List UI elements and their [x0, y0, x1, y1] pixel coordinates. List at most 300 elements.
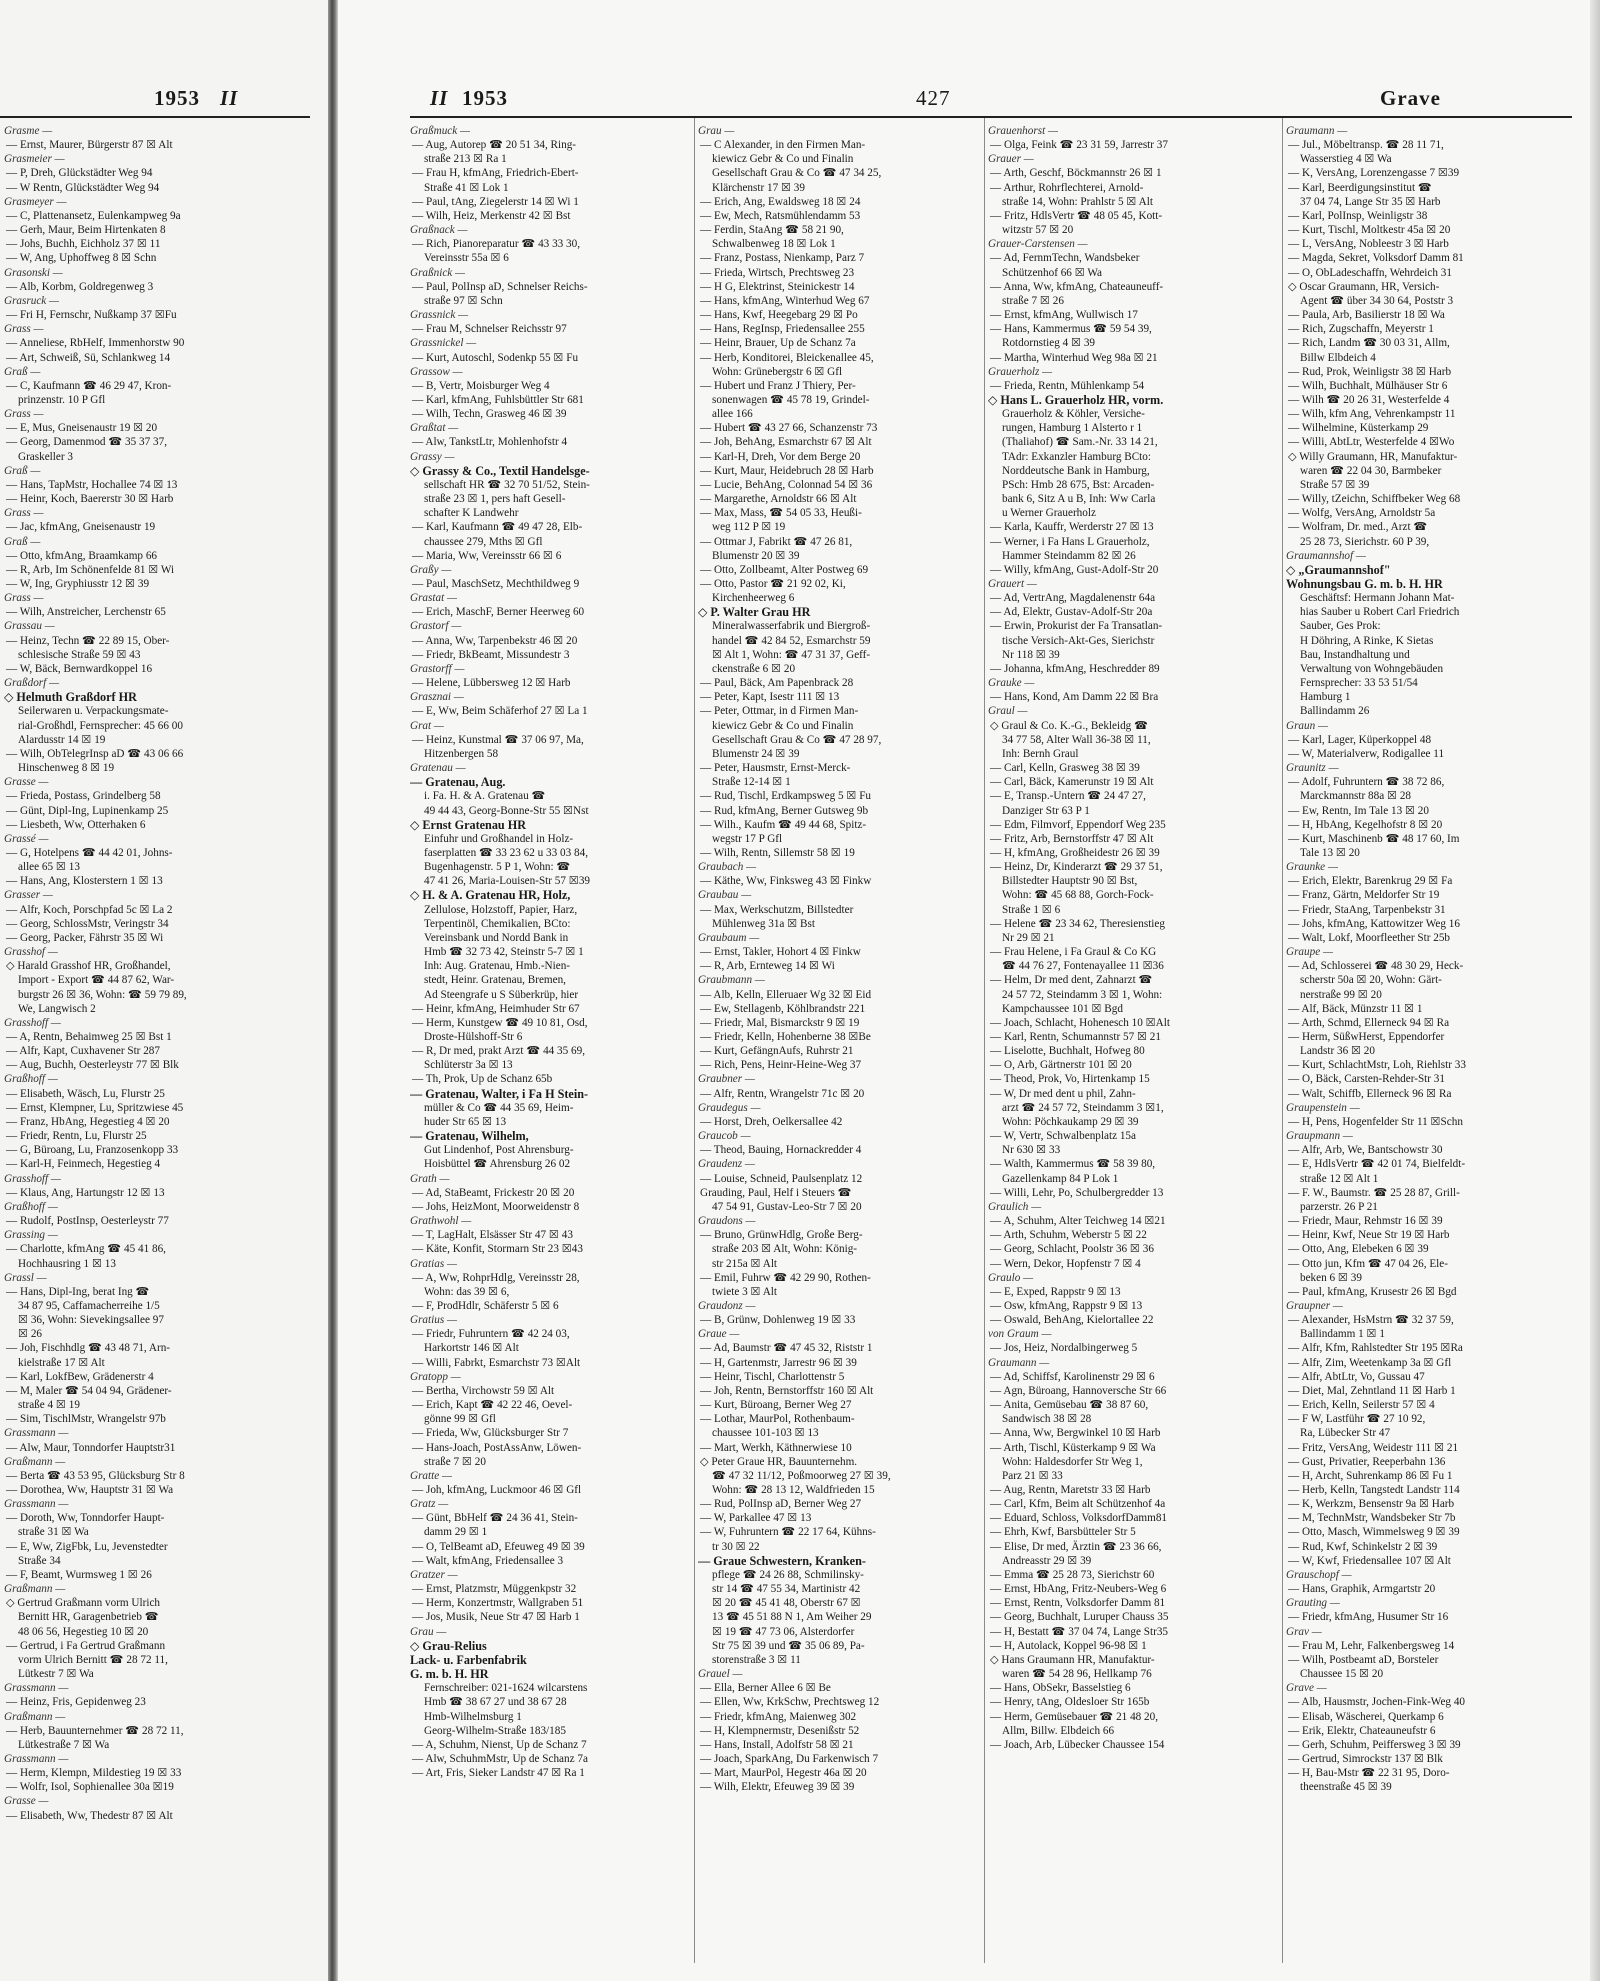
directory-line: Schützenhof 66 ☒ Wa [1002, 266, 1102, 279]
directory-line: — Kurt, Maur, Heidebruch 28 ☒ Harb [700, 464, 874, 477]
directory-line: ◇ Peter Graue HR, Bauunternehm. [700, 1455, 858, 1468]
surname-heading: Grauke — [988, 677, 1035, 690]
directory-line: — Wilh, Anstreicher, Lerchenstr 65 [6, 606, 166, 619]
directory-line: huder Str 65 ☒ 13 [424, 1115, 507, 1128]
directory-line: — Ottmar J, Fabrikt ☎ 47 26 81, [700, 535, 853, 548]
directory-line: — Karl, PolInsp, Weinligstr 38 [1288, 209, 1428, 222]
directory-line: — Ew, Stellagenb, Köhlbrandstr 221 [700, 1002, 866, 1015]
directory-line: ☎ 47 32 11/12, Poßmoorweg 27 ☒ 39, [712, 1469, 891, 1482]
directory-line: — Hans, Kwf, Heegebarg 29 ☒ Po [700, 309, 858, 322]
directory-line: — Hans, ObSekr, Basselstieg 6 [990, 1682, 1131, 1695]
directory-line: ◇ Willy Graumann, HR, Manufaktur- [1288, 450, 1458, 463]
directory-line: PSch: Hmb 28 675, Bst: Arcaden- [1002, 478, 1155, 491]
directory-line: Gazellenkamp 84 P Lok 1 [1002, 1172, 1119, 1185]
firm-entry: ◇ Hans L. Grauerholz HR, vorm. [988, 392, 1164, 407]
directory-line: schlesische Straße 59 ☒ 43 [18, 648, 141, 661]
directory-line: Inh: Bernh Graul [1002, 747, 1079, 760]
directory-line: — Emil, Fuhrw ☎ 42 29 90, Rothen- [700, 1271, 871, 1284]
directory-line: — Ernst, HbAng, Fritz-Neubers-Weg 6 [990, 1583, 1167, 1596]
directory-line: Wasserstieg 4 ☒ Wa [1300, 153, 1392, 166]
directory-line: — Elisab, Wäscherei, Querkamp 6 [1288, 1710, 1444, 1723]
directory-line: Zellulose, Holzstoff, Papier, Harz, [424, 903, 578, 916]
directory-line: — Herb, Bauunternehmer ☎ 28 72 11, [6, 1724, 184, 1737]
directory-line: — Erich, Elektr, Barenkrug 29 ☒ Fa [1288, 875, 1453, 888]
directory-line: — Alfr, Kapt, Cuxhavener Str 287 [6, 1045, 160, 1058]
directory-line: Grauerholz & Köhler, Versiche- [1002, 408, 1145, 421]
directory-line: Kirchenheerweg 6 [712, 592, 795, 605]
directory-line: Str 75 ☒ 39 und ☎ 35 06 89, Pa- [712, 1639, 865, 1652]
directory-line: — W, Kwf, Friedensallee 107 ☒ Alt [1288, 1554, 1451, 1567]
surname-heading: Graudenz — [698, 1158, 755, 1171]
directory-line: — Heinr, Kwf, Neue Str 19 ☒ Harb [1288, 1229, 1450, 1242]
surname-heading: Graunitz — [1286, 762, 1339, 775]
directory-line: — Otto, Ang, Elebeken 6 ☒ 39 [1288, 1243, 1429, 1256]
directory-line: — W, Ing, Gryphiusstr 12 ☒ 39 [6, 578, 150, 590]
directory-line: Inh: Aug. Gratenau, Hmb.-Nien- [424, 960, 571, 973]
directory-line: — Friedr, Fuhruntern ☎ 42 24 03, [412, 1328, 570, 1341]
directory-line: — Karl, Lager, Küperkoppel 48 [1288, 733, 1432, 746]
directory-line: ☒ 19 ☎ 47 73 06, Alsterdorfer [712, 1625, 855, 1638]
directory-line: — Wilh., Kaufm ☎ 49 44 68, Spitz- [700, 818, 867, 831]
directory-line: — Kurt, Maschinenb ☎ 48 17 60, Im [1288, 832, 1460, 845]
surname-heading: Gratzer — [410, 1568, 458, 1581]
directory-line: — Hans, Dipl-Ing, berat Ing ☎ [6, 1285, 150, 1298]
directory-line: — Günt, Dipl-Ing, Lupinenkamp 25 [6, 804, 169, 817]
surname-heading: Graubau — [698, 889, 752, 902]
surname-heading: Graupenstein — [1286, 1101, 1360, 1114]
directory-line: — Oswald, BehAng, Kielortallee 22 [990, 1314, 1154, 1327]
directory-line: — Bertha, Virchowstr 59 ☒ Alt [412, 1384, 555, 1397]
directory-line: Mühlenweg 31a ☒ Bst [712, 917, 815, 930]
directory-line: — Günt, BbHelf ☎ 24 36 41, Stein- [412, 1512, 578, 1525]
directory-line: chaussee 279, Mths ☒ Gfl [424, 535, 543, 548]
directory-line: — Heinz, Dr, Kinderarzt ☎ 29 37 51, [990, 861, 1163, 874]
directory-line: Agent ☎ über 34 30 64, Poststr 3 [1300, 294, 1454, 307]
directory-line: — F, Beamt, Wurmsweg 1 ☒ 26 [6, 1568, 152, 1581]
directory-line: — Arth, Geschf, Böckmannstr 26 ☒ 1 [990, 167, 1162, 180]
directory-line: — Peter, Kapt, Isestr 111 ☒ 13 [700, 691, 840, 704]
directory-line: 37 04 74, Lange Str 35 ☒ Harb [1300, 195, 1441, 208]
directory-line: — Hans, Kammermus ☎ 59 54 39, [990, 323, 1152, 336]
firm-entry: ◇ „Graumannshof" [1286, 562, 1391, 577]
directory-line: — Georg, Damenmod ☎ 35 37 37, [6, 436, 168, 449]
directory-line: storenstraße 3 ☒ 11 [712, 1653, 801, 1666]
surname-heading: Grassnick — [410, 309, 469, 322]
firm-entry: ◇ Grau-Relius [410, 1638, 487, 1653]
directory-line: — Ernst, Maurer, Bürgerstr 87 ☒ Alt [6, 139, 173, 152]
directory-line: — Osw, kfmAng, Rappstr 9 ☒ 13 [990, 1299, 1143, 1312]
right-column-4 [1286, 124, 1576, 1794]
directory-line: straße 97 ☒ Schn [424, 294, 503, 307]
surname-heading: Grass — [4, 408, 44, 421]
directory-line: — H, Archt, Suhrenkamp 86 ☒ Fu 1 [1288, 1469, 1453, 1482]
directory-line: — Heinz, Kunstmal ☎ 37 06 97, Ma, [412, 733, 584, 746]
surname-heading: Grauel — [698, 1668, 743, 1681]
directory-line: — H, HbAng, Kegelhofstr 8 ☒ 20 [1288, 818, 1443, 831]
directory-line: — Georg, Schlacht, Poolstr 36 ☒ 36 [990, 1243, 1154, 1256]
directory-line: prinzenstr. 10 P Gfl [18, 393, 106, 406]
directory-line: — B, Vertr, Moisburger Weg 4 [412, 379, 550, 392]
directory-line: — P, Dreh, Glückstädter Weg 94 [6, 167, 153, 180]
directory-line: — Friedr, Kelln, Hohenberne 38 ☒Be [700, 1031, 871, 1043]
firm-entry: — Graue Schwestern, Kranken- [698, 1553, 866, 1568]
directory-line: — Fritz, Arb, Bernstorffstr 47 ☒ Alt [990, 832, 1154, 845]
directory-line: allee 166 [712, 408, 753, 421]
directory-line: — Joh, Fischhdlg ☎ 43 48 71, Arn- [6, 1342, 171, 1355]
directory-line: — Jul., Möbeltransp. ☎ 28 11 71, [1288, 139, 1444, 152]
directory-line: — Erich, Kapt ☎ 42 22 46, Oevel- [412, 1399, 573, 1412]
surname-heading: Grassau — [4, 620, 55, 633]
directory-line: — Friedr, Rentn, Lu, Flurstr 25 [6, 1130, 147, 1143]
surname-heading: Graß — [4, 535, 41, 548]
directory-line: bank 6, Sitz A u B, Inh: Ww Carla [1002, 493, 1156, 506]
directory-line: — O, Bäck, Carsten-Rehder-Str 31 [1288, 1073, 1445, 1086]
directory-line: Ballindamm 26 [1300, 705, 1370, 718]
directory-line: — Alb, Kelln, Elleruaer Wg 32 ☒ Eid [700, 988, 872, 1001]
directory-line: — Rich, Pens, Heinr-Heine-Weg 37 [700, 1059, 862, 1072]
directory-line: faserplatten ☎ 33 23 62 u 33 03 84, [424, 846, 589, 859]
surname-heading: Grastat — [410, 592, 457, 605]
directory-line: Lütkestr 7 ☒ Wa [18, 1668, 94, 1681]
directory-line: Ad Steengrafe u S Süberkrüp, hier [424, 988, 579, 1001]
directory-line: Rotdornstieg 4 ☒ 39 [1002, 337, 1096, 350]
directory-line: hias Sauber u Robert Carl Friedrich [1300, 606, 1460, 619]
directory-line: — Walt, Schiffb, Ellerneck 96 ☒ Ra [1288, 1087, 1452, 1100]
directory-line: — Hans, RegInsp, Friedensallee 255 [700, 323, 865, 336]
directory-line: — Agn, Büroang, Hannoversche Str 66 [990, 1384, 1167, 1397]
directory-line: — W, Fuhruntern ☎ 22 17 64, Kühns- [700, 1526, 876, 1539]
directory-line: 25 28 73, Sierichstr. 60 P 39, [1300, 535, 1430, 548]
column-divider [694, 118, 695, 1963]
surname-heading: Graumann — [988, 1356, 1050, 1369]
directory-line: — H, Pens, Hogenfelder Str 11 ☒Schn [1288, 1115, 1463, 1128]
directory-line: — Frieda, Ww, Glücksburger Str 7 [412, 1427, 569, 1440]
directory-line: — Wilh, Elektr, Efeuweg 39 ☒ 39 [700, 1781, 855, 1794]
surname-heading: Grauer — [988, 153, 1034, 166]
surname-heading: von Graum — [988, 1328, 1052, 1341]
directory-line: — Magda, Sekret, Volksdorf Damm 81 [1288, 252, 1464, 265]
directory-line: tische Versich-Akt-Ges, Sierichstr [1002, 634, 1155, 647]
directory-line: tr 30 ☒ 22 [712, 1540, 760, 1553]
surname-heading: Gratias — [410, 1257, 457, 1270]
right-page [338, 0, 1600, 1981]
directory-line: — Herm, Klempn, Mildestieg 19 ☒ 33 [6, 1767, 182, 1780]
surname-heading: Graubaum — [698, 931, 760, 944]
directory-line: — Georg, Packer, Fährstr 35 ☒ Wi [6, 931, 164, 944]
directory-line: H Döhring, A Rinke, K Sietas [1300, 634, 1434, 647]
directory-line: — Anna, Ww, Tarpenbekstr 46 ☒ 20 [412, 634, 578, 647]
directory-line: Bau, Instandhaltung und [1300, 648, 1410, 661]
surname-heading: Graubmann — [698, 974, 765, 987]
directory-line: — H, Bau-Mstr ☎ 22 31 95, Doro- [1288, 1767, 1450, 1780]
surname-heading: Grassy — [410, 450, 455, 463]
directory-line: — Hubert und Franz J Thiery, Per- [700, 379, 856, 392]
directory-line: — Aug, Buchh, Oesterleystr 77 ☒ Blk [6, 1059, 179, 1072]
directory-line: Wohn: Grünebergstr 6 ☒ Gfl [712, 365, 843, 378]
right-header-rule [410, 116, 1572, 118]
directory-line: — E, Exped, Rappstr 9 ☒ 13 [990, 1285, 1121, 1298]
directory-line: — Ad, StaBeamt, Frickestr 20 ☒ 20 [412, 1186, 575, 1199]
directory-line: Hinschenweg 8 ☒ 19 [18, 762, 115, 775]
directory-line: — Alfr, Arb, We, Bantschowstr 30 [1288, 1144, 1443, 1157]
directory-line: — Helm, Dr med dent, Zahnarzt ☎ [990, 974, 1153, 987]
directory-line: — Erich, Kelln, Seilerstr 57 ☒ 4 [1288, 1399, 1435, 1412]
directory-line: — Paul, kfmAng, Krusestr 26 ☒ Bgd [1288, 1285, 1457, 1298]
directory-line: 47 54 91, Gustav-Leo-Str 7 ☒ 20 [712, 1200, 862, 1213]
directory-line: Tale 13 ☒ 20 [1300, 846, 1360, 859]
surname-heading: Grasshoff — [4, 1172, 61, 1185]
directory-line: — Peter, Ottmar, in d Firmen Man- [700, 705, 859, 718]
directory-line: handel ☎ 42 84 52, Esmarchstr 59 [712, 634, 871, 647]
directory-line: — E, Mus, Gneisenaustr 19 ☒ 20 [6, 422, 158, 435]
directory-line: — Otto, kfmAng, Braamkamp 66 [6, 549, 158, 562]
directory-line: — Ernst, Rentn, Volksdorfer Damm 81 [990, 1597, 1166, 1610]
directory-line: Billw Elbdeich 4 [1300, 351, 1376, 364]
directory-line: Terpentinöl, Chemikalien, BCto: [424, 917, 571, 930]
directory-line: — Wilh, Techn, Grasweg 46 ☒ 39 [412, 408, 567, 421]
directory-line: — Kurt, SchlachtMstr, Loh, Riehlstr 33 [1288, 1059, 1466, 1072]
surname-heading: Grassmann — [4, 1498, 69, 1511]
directory-line: — Rud, Prok, Weinligstr 38 ☒ Harb [1288, 365, 1452, 378]
directory-line: Alardusstr 14 ☒ 19 [18, 733, 106, 746]
directory-line: — Wilh, Rentn, Sillemstr 58 ☒ 19 [700, 846, 855, 859]
directory-line: — Herb, Konditorei, Bleickenallee 45, [700, 351, 874, 364]
directory-line: — Bruno, GrünwHdlg, Große Berg- [700, 1229, 863, 1242]
surname-heading: Graumann — [1286, 125, 1348, 137]
directory-line: — Erich, MaschF, Berner Heerweg 60 [412, 606, 585, 619]
directory-line: 34 77 58, Alter Wall 36-38 ☒ 11, [1002, 733, 1151, 746]
directory-line: — Hans, kfmAng, Winterhud Weg 67 [700, 294, 870, 307]
directory-line: — Fritz, VersAng, Weidestr 111 ☒ 21 [1288, 1441, 1459, 1454]
directory-line: Bernitt HR, Garagenbetrieb ☎ [18, 1611, 159, 1624]
directory-line: — Elise, Dr med, Ärztin ☎ 23 36 66, [990, 1540, 1162, 1553]
directory-line: Ballindamm 1 ☒ 1 [1300, 1328, 1385, 1341]
directory-line: — W, Parkallee 47 ☒ 13 [700, 1512, 812, 1525]
directory-line: — Alfr, AbtLtr, Vo, Gussau 47 [1288, 1370, 1425, 1383]
directory-line: theenstraße 45 ☒ 39 [1300, 1781, 1392, 1794]
directory-line: ◇ Oscar Graumann, HR, Versich- [1288, 280, 1440, 293]
directory-line: — Ad, Elektr, Gustav-Adolf-Str 20a [990, 606, 1153, 619]
directory-line: — F. W., Baumstr. ☎ 25 28 87, Grill- [1288, 1186, 1460, 1199]
right-column-3 [988, 124, 1276, 1752]
directory-line: Lütkestraße 7 ☒ Wa [18, 1738, 110, 1751]
directory-line: chaussee 101-103 ☒ 13 [712, 1427, 819, 1440]
surname-heading: Grauenhorst — [988, 125, 1058, 137]
directory-line: Andreasstr 29 ☒ 39 [1002, 1554, 1092, 1567]
directory-line: — Erik, Elektr, Chateauneufstr 6 [1288, 1724, 1436, 1737]
directory-line: — Willy, tZeichn, Schiffbeker Weg 68 [1288, 493, 1461, 506]
surname-heading: Graupe — [1286, 946, 1333, 959]
right-column-2 [698, 124, 978, 1794]
directory-line: Kampchaussee 101 ☒ Bgd [1002, 1002, 1123, 1015]
directory-line: — Alfr, Zim, Weetenkamp 3a ☒ Gfl [1288, 1356, 1452, 1369]
directory-line: — Klaus, Ang, Hartungstr 12 ☒ 13 [6, 1186, 165, 1199]
directory-line: — Friedr, Maur, Rehmstr 16 ☒ 39 [1288, 1215, 1443, 1228]
directory-line: Gesellschaft Grau & Co ☎ 47 28 97, [712, 733, 882, 746]
surname-heading: Grastorff — [410, 662, 465, 675]
directory-line: — Rich, Zugschaffn, Meyerstr 1 [1288, 323, 1434, 336]
directory-line: Marckmannstr 88a ☒ 28 [1300, 790, 1412, 803]
directory-line: — Erwin, Prokurist der Fa Transatlan- [990, 620, 1163, 633]
directory-line: — Diet, Mal, Zehntland 11 ☒ Harb 1 [1288, 1384, 1456, 1397]
directory-line: parzerstr. 26 P 21 [1300, 1200, 1378, 1213]
directory-line: Straße 57 ☒ 39 [1300, 478, 1370, 491]
directory-line: Hamburg 1 [1300, 691, 1351, 704]
directory-line: — Georg, SchlossMstr, Veringstr 34 [6, 917, 169, 930]
surname-heading: Graudegus — [698, 1101, 761, 1114]
directory-line: — Ad, Schiffsf, Karolinenstr 29 ☒ 6 [990, 1370, 1155, 1383]
directory-line: — Th, Prok, Up de Schanz 65b [412, 1073, 553, 1086]
directory-line: — Mart, MaurPol, Hegestr 46a ☒ 20 [700, 1767, 867, 1780]
directory-line: ckenstraße 6 ☒ 20 [712, 662, 796, 675]
directory-line: — Lucie, BehAng, Colonnad 54 ☒ 36 [700, 478, 873, 491]
directory-line: — Aug, Autorep ☎ 20 51 34, Ring- [412, 139, 577, 152]
directory-line: ◇ Harald Grasshof HR, Großhandel, [6, 960, 171, 973]
directory-line: kielstraße 17 ☒ Alt [18, 1356, 105, 1369]
directory-line: — Jos, Musik, Neue Str 47 ☒ Harb 1 [412, 1611, 580, 1624]
directory-line: str 14 ☎ 47 55 34, Martinistr 42 [712, 1583, 861, 1596]
directory-line: — Wilh, ObTelegrInsp aD ☎ 43 06 66 [6, 747, 184, 760]
directory-line: — Johs, kfmAng, Kattowitzer Weg 16 [1288, 917, 1460, 930]
directory-line: — H, Gartenmstr, Jarrestr 96 ☒ 39 [700, 1356, 857, 1369]
book-spine [328, 0, 338, 1981]
directory-line: — Carl, Kelln, Grasweg 38 ☒ 39 [990, 762, 1140, 775]
directory-line: Billstedter Hauptstr 90 ☒ Bst, [1002, 875, 1138, 888]
directory-line: — Anna, Ww, kfmAng, Chateauneuff- [990, 280, 1164, 293]
directory-line: — Alfr, Koch, Porschpfad 5c ☒ La 2 [6, 903, 173, 916]
directory-line: ◇ Gertrud Graßmann vorm Ulrich [6, 1597, 160, 1610]
directory-line: — Frau M, Schnelser Reichsstr 97 [412, 323, 567, 336]
directory-line: ☎ 44 76 27, Fontenayallee 11 ☒36 [1002, 960, 1164, 973]
left-header-year: 1953 [154, 86, 200, 110]
surname-heading: Graßmann — [4, 1710, 66, 1723]
directory-line: — Joach, Schlacht, Hohenesch 10 ☒Alt [990, 1016, 1170, 1029]
directory-line: — W, Materialverw, Rodigallee 11 [1288, 747, 1445, 760]
surname-heading: Grat — [410, 719, 444, 732]
directory-line: Import - Export ☎ 44 87 62, War- [18, 974, 175, 987]
directory-line: Wohn: ☎ 45 68 88, Gorch-Fock- [1002, 889, 1154, 902]
directory-line: — Henry, tAng, Oldesloer Str 165b [990, 1696, 1150, 1709]
directory-line: twiete 3 ☒ Alt [712, 1285, 778, 1298]
surname-heading: Grasshoff — [4, 1016, 61, 1029]
directory-line: Landstr 36 ☒ 20 [1300, 1045, 1375, 1058]
directory-line: 34 87 95, Caffamacherreihe 1/5 [18, 1299, 160, 1312]
directory-line: — Art, Schweiß, Sü, Schlankweg 14 [6, 351, 171, 364]
directory-line: — Walt, kfmAng, Friedensallee 3 [412, 1554, 564, 1567]
directory-line: — Heinr, kfmAng, Heimhuder Str 67 [412, 1002, 580, 1015]
directory-line: — Frieda, Postass, Grindelberg 58 [6, 790, 161, 803]
directory-line: — Helene, Lübbersweg 12 ☒ Harb [412, 677, 571, 690]
surname-heading: Graß — [4, 464, 41, 477]
directory-line: — Gust, Privatier, Reeperbahn 136 [1288, 1455, 1446, 1468]
surname-heading: Grassing — [4, 1229, 58, 1242]
directory-line: — H G, Elektrinst, Steinickestr 14 [700, 280, 855, 293]
surname-heading: Graucob — [698, 1130, 751, 1143]
directory-line: — Charlotte, kfmAng ☎ 45 41 86, [6, 1243, 166, 1256]
directory-line: kiewicz Gebr & Co und Finalin [712, 719, 854, 732]
surname-heading: Graupmann — [1286, 1130, 1353, 1143]
directory-line: — Joach, Arb, Lübecker Chaussee 154 [990, 1738, 1165, 1751]
directory-line: 13 ☎ 45 51 88 N 1, Am Weiher 29 [712, 1611, 872, 1624]
directory-line: — O, TelBeamt aD, Efeuweg 49 ☒ 39 [412, 1540, 585, 1553]
directory-line: — Ad, FernmTechn, Wandsbeker [990, 252, 1140, 265]
directory-line: beken 6 ☒ 39 [1300, 1271, 1362, 1284]
directory-line: Mineralwasserfabrik und Biergroß- [712, 620, 871, 633]
surname-heading: Grauert — [988, 578, 1037, 590]
directory-line: Chaussee 15 ☒ 20 [1300, 1668, 1384, 1681]
directory-line: Schlüterstr 3a ☒ 13 [424, 1059, 513, 1072]
directory-line: — Kurt, Büroang, Berner Weg 27 [700, 1399, 852, 1412]
directory-line: — Friedr, Mal, Bismarckstr 9 ☒ 19 [700, 1016, 860, 1029]
directory-line: — C, Kaufmann ☎ 46 29 47, Kron- [6, 379, 172, 392]
directory-line: — Franz, Postass, Nienkamp, Parz 7 [700, 252, 865, 265]
surname-heading: Grassmann — [4, 1427, 69, 1440]
surname-heading: Graß — [4, 365, 41, 378]
directory-line: — E, Transp.-Untern ☎ 24 47 27, [990, 790, 1146, 803]
directory-line: müller & Co ☎ 44 35 69, Heim- [424, 1101, 574, 1114]
directory-line: — Wilh, kfm Ang, Vehrenkampstr 11 [1288, 408, 1456, 421]
directory-line: — Fri H, Fernschr, Nußkamp 37 ☒Fu [6, 309, 177, 322]
directory-line: — Theod, Prok, Vo, Hirtenkamp 15 [990, 1073, 1150, 1086]
surname-heading: Grau — [410, 1625, 447, 1638]
directory-line: — Max, Mass, ☎ 54 05 33, Heußi- [700, 507, 862, 520]
directory-line: — Hans, Graphik, Armgartstr 20 [1288, 1583, 1436, 1596]
directory-line: — Arth, Tischl, Küsterkamp 9 ☒ Wa [990, 1441, 1156, 1454]
surname-heading: Grassow — [410, 365, 463, 378]
directory-line: Wohn: ☎ 28 13 12, Waldfrieden 15 [712, 1484, 875, 1496]
directory-line: — T, LagHalt, Elsässer Str 47 ☒ 43 [412, 1229, 573, 1242]
directory-line: — Ellen, Ww, KrkSchw, Prechtsweg 12 [700, 1696, 880, 1709]
surname-heading: Graudons — [698, 1215, 756, 1228]
directory-line: — Frieda, Wirtsch, Prechtsweg 23 [700, 266, 855, 279]
directory-line: Verwaltung von Wohngebäuden [1300, 662, 1444, 675]
directory-line: — Herm, Gemüsebauer ☎ 21 48 20, [990, 1710, 1159, 1723]
directory-line: ◇ Hans Graumann HR, Manufaktur- [990, 1653, 1155, 1666]
directory-line: — Heinz, Fris, Gepidenweg 23 [6, 1696, 146, 1709]
directory-line: — Fritz, HdlsVertr ☎ 48 05 45, Kott- [990, 209, 1163, 222]
directory-line: — Frau H, kfmAng, Friedrich-Ebert- [412, 167, 579, 180]
directory-line: Vereinsstr 55a ☒ 6 [424, 252, 509, 265]
directory-line: — Liselotte, Buchhalt, Hofweg 80 [990, 1045, 1145, 1058]
directory-line: u Werner Grauerholz [1002, 507, 1096, 520]
surname-heading: Grasruck — [4, 294, 60, 307]
directory-line: weg 112 P ☒ 19 [712, 521, 786, 534]
directory-line: Wohn: das 39 ☒ 6, [424, 1285, 510, 1298]
directory-line: — Mart, Werkh, Käthnerwiese 10 [700, 1441, 852, 1454]
surname-heading: Grassé — [4, 832, 49, 845]
directory-line: — Wolfr, Isol, Sophienallee 30a ☒19 [6, 1781, 174, 1794]
directory-line: — Hans, Kond, Am Damm 22 ☒ Bra [990, 691, 1159, 704]
surname-heading: Graunke — [1286, 861, 1338, 874]
surname-heading: Grasser — [4, 889, 53, 902]
directory-line: sellschaft HR ☎ 32 70 51/52, Stein- [424, 478, 590, 491]
directory-line: arzt ☎ 24 57 72, Steindamm 3 ☒1, [1002, 1101, 1164, 1114]
directory-line: — E, Ww, ZigFbk, Lu, Jevenstedter [6, 1540, 168, 1553]
surname-heading: Gratte — [410, 1469, 452, 1482]
directory-line: Blumenstr 20 ☒ 39 [712, 549, 800, 562]
directory-line: — Gertrud, i Fa Gertrud Graßmann [6, 1639, 166, 1652]
surname-heading: Graudonz — [698, 1299, 756, 1312]
directory-line: — Johanna, kfmAng, Heschredder 89 [990, 662, 1160, 675]
directory-line: Hitzenbergen 58 [424, 747, 499, 760]
directory-line: straße 31 ☒ Wa [18, 1526, 89, 1539]
surname-heading: Grasme — [4, 125, 53, 137]
directory-line: Wohn: Haldesdorfer Str Weg 1, [1002, 1455, 1143, 1468]
directory-line: — Franz, HbAng, Hegestieg 4 ☒ 20 [6, 1115, 170, 1128]
directory-line: — Frau M, Lehr, Falkenbergsweg 14 [1288, 1639, 1455, 1652]
directory-line: Allm, Billw. Elbdeich 66 [1002, 1724, 1115, 1737]
directory-line: — C Alexander, in den Firmen Man- [700, 139, 866, 152]
